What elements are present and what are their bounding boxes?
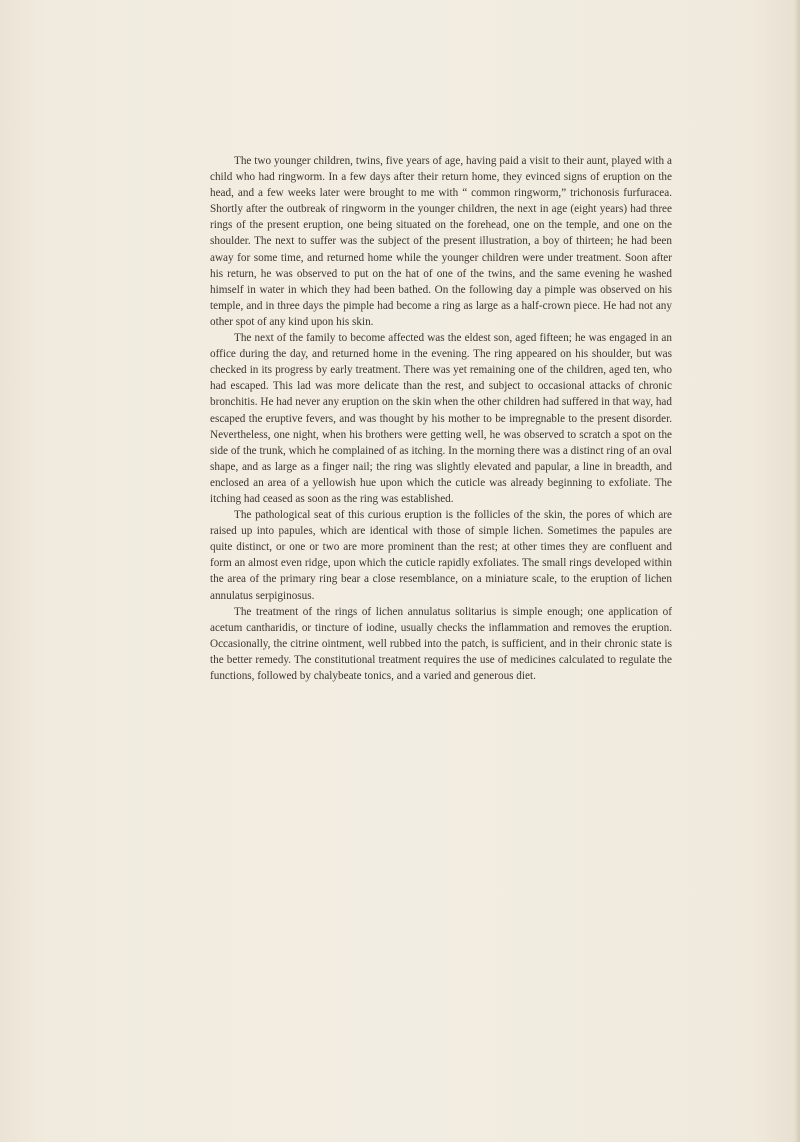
body-text [210,153,672,684]
paragraph-4: The treatment of the rings of lichen annulatus solitarius is simple enough; one application of acetum cantharidis, or tincture of iodine, usually checks the inflammation and removes the eruption. Occasionally, the citrine ointment, well rubbed into the patch, is sufficient, and in their chronic state is the better remedy. The constitutional treatment requires the use of medicines calculated to regulate the functions, followed by chalybeate tonics, and a varied and generous diet. [210,605,672,682]
paragraph-1: The two younger children, twins, five years of age, having paid a visit to their aunt, played with a child who had ringworm. In a few days after their return home, they evinced signs of eruption on the head, and a few weeks later were brought to me with “ common ringworm,” trichonosis furfuracea. Shortly after the outbreak of ringworm in the younger children, the next in age (eight years) had three rings of the present eruption, one being situated on the forehead, one on the temple, and one on the shoulder. The next to suffer was the subject of the present illustration, a boy of thirteen; he had been away for some time, and returned home while the younger children were under treatment. Soon after his return, he was observed to put on the hat of one of the twins, and the same evening he washed himself in water in which they had been bathed. On the following day a pimple was observed on his temple, and in three days the pimple had become a ring as large as a half-crown piece. He had not any other spot of any kind upon his skin. [210,155,672,328]
paragraph-2: The next of the family to become affected was the eldest son, aged fifteen; he was engaged in an office during the day, and returned home in the evening. The ring appeared on his shoulder, but was checked in its progress by early treatment. There was yet remaining one of the children, aged ten, who had escaped. This lad was more delicate than the rest, and subject to occasional attacks of chronic bronchitis. He had never any eruption on the skin when the other children had suffered in that way, had escaped the eruptive fevers, and was thought by his mother to be impregnable to the present disorder. Nevertheless, one night, when his brothers were getting well, he was observed to scratch a spot on the side of the trunk, which he complained of as itching. In the morning there was a distinct ring of an oval shape, and as large as a finger nail; the ring was slightly elevated and papular, a line in breadth, and enclosed an area of a yellowish hue upon which the cuticle was already beginning to exfoliate. The itching had ceased as soon as the ring was established. [210,332,672,505]
paragraph-3: The pathological seat of this curious eruption is the follicles of the skin, the pores of which are raised up into papules, which are identical with those of simple lichen. Sometimes the papules are quite distinct, or one or two are more prominent than the rest; at other times they are confluent and form an almost even ridge, upon which the cuticle rapidly exfoliates. The small rings developed within the area of the primary ring bear a close resemblance, on a miniature scale, to the eruption of lichen annulatus serpiginosus. [210,509,672,602]
page-edge-shadow [794,0,800,1142]
